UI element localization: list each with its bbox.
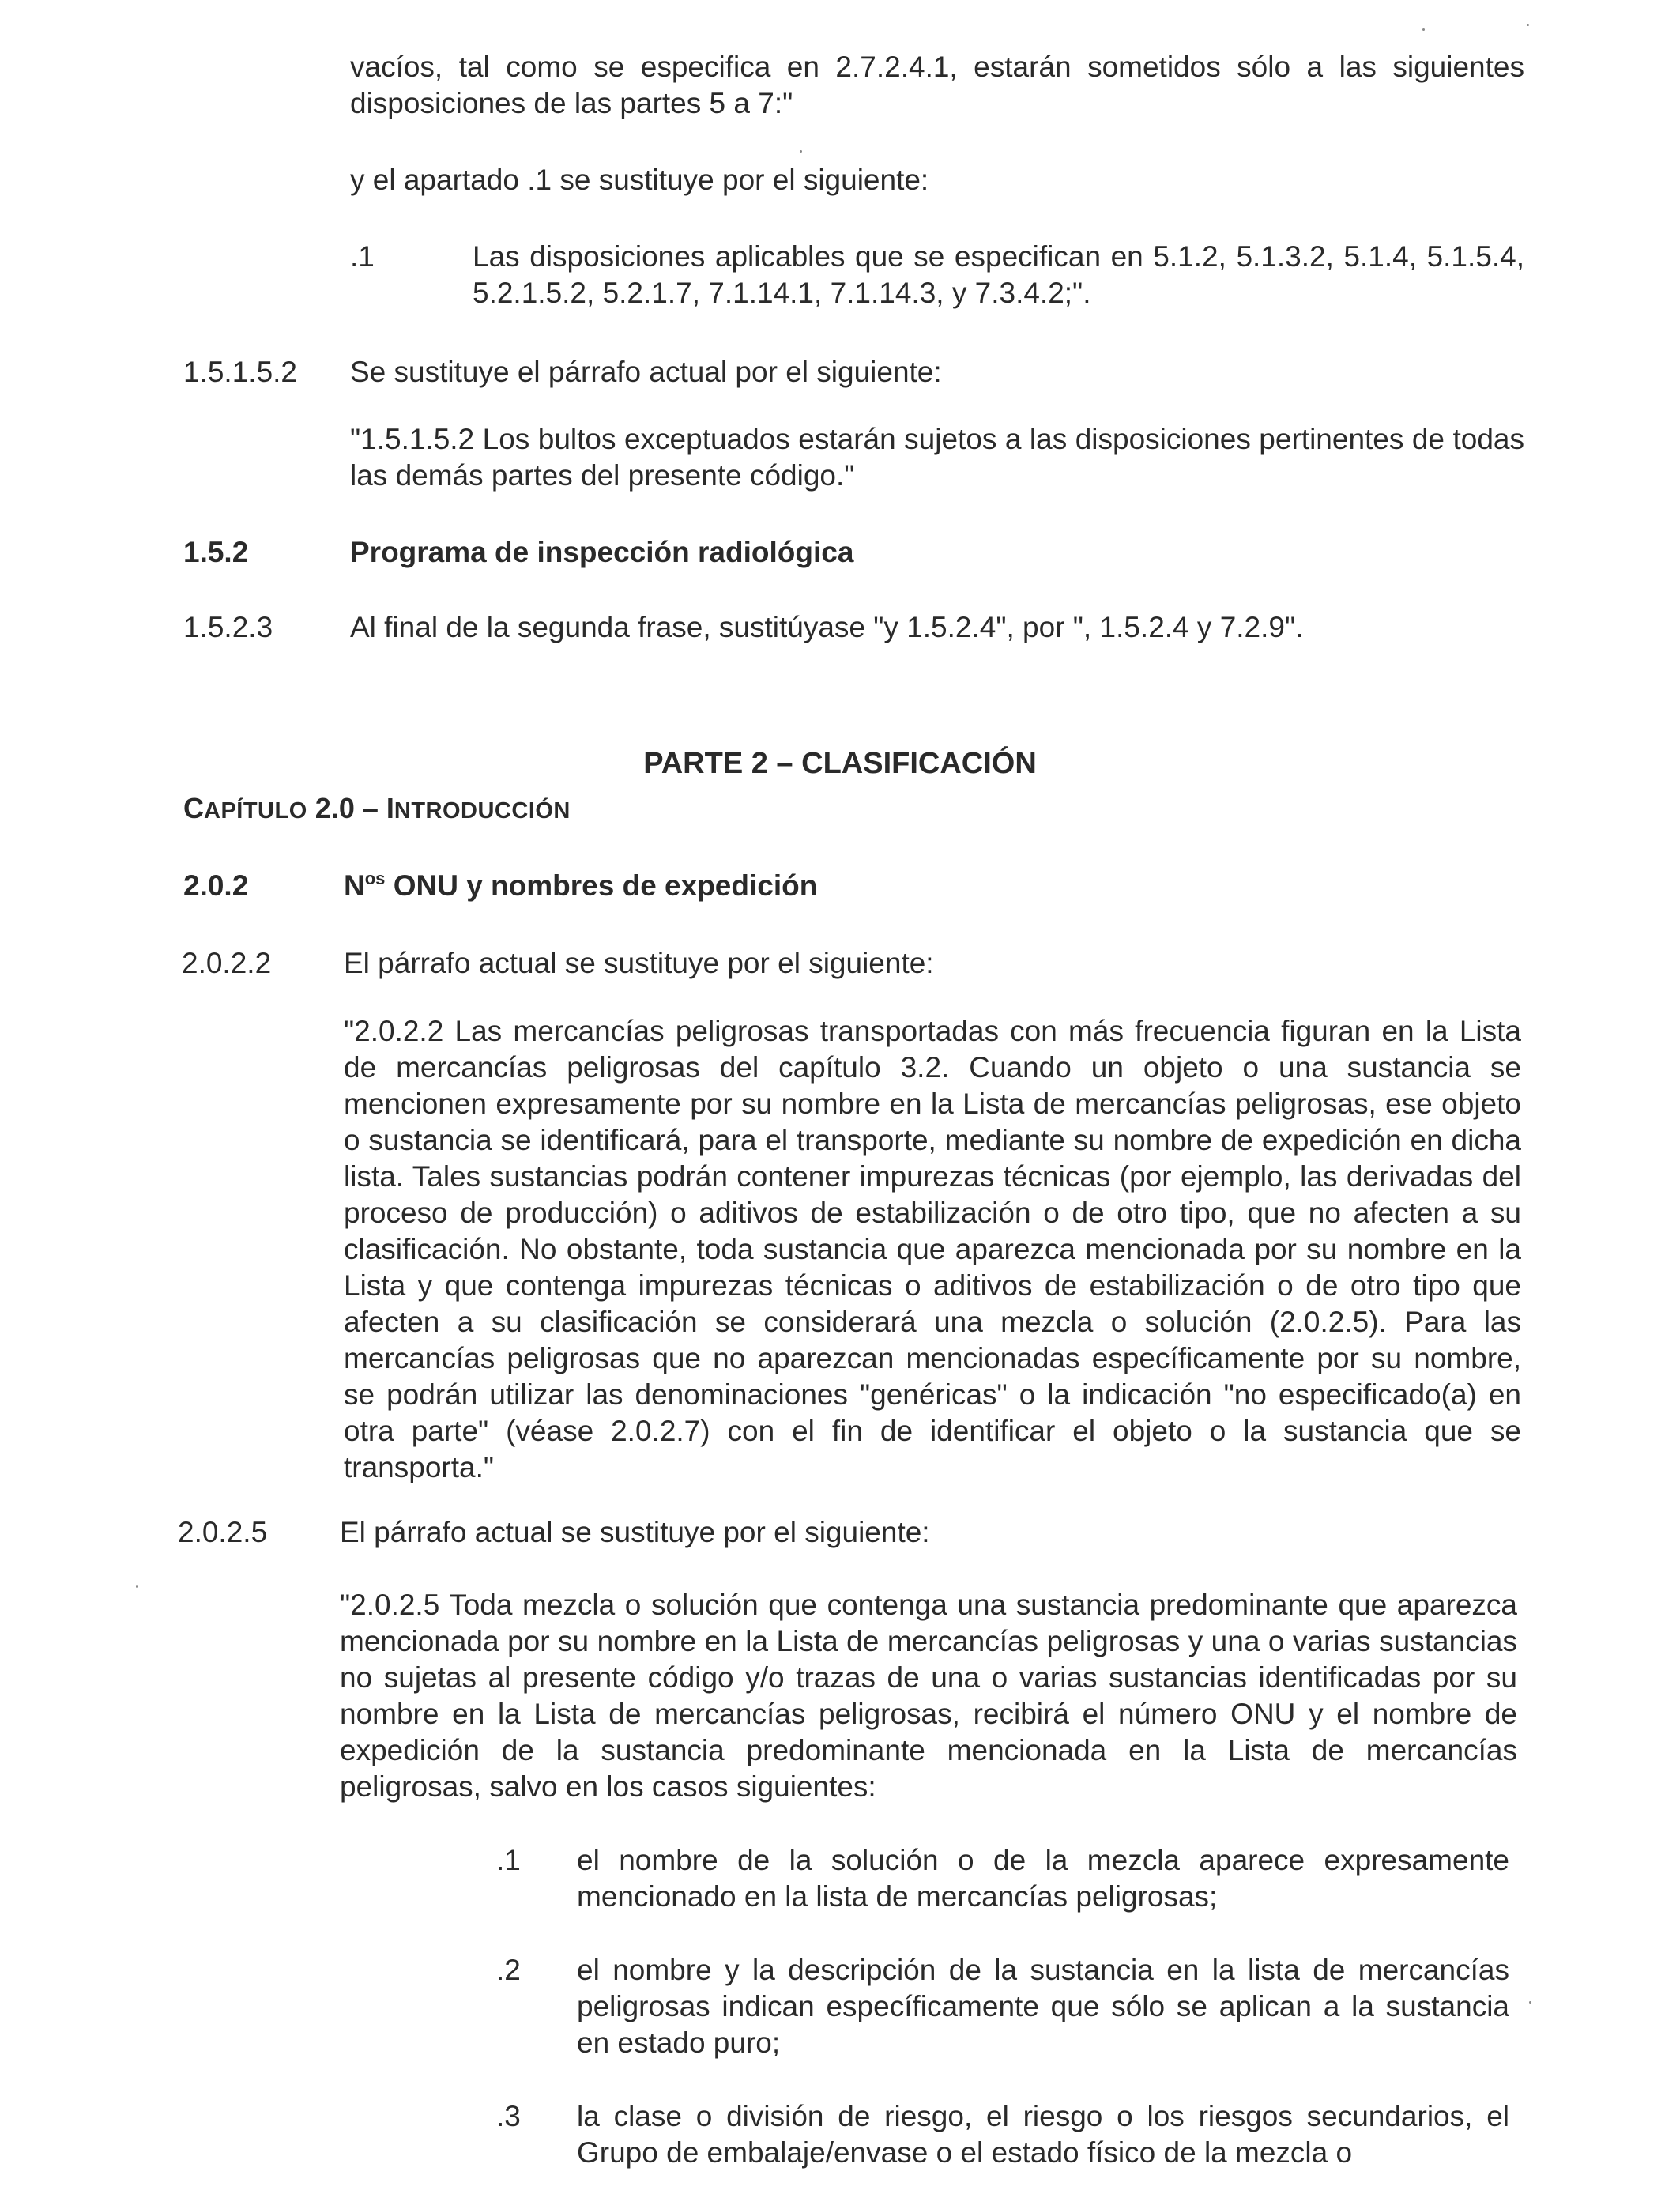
section-2025-text: El párrafo actual se sustituye por el siguiente:: [340, 1516, 930, 1548]
section-15152-quote: "1.5.1.5.2 Los bultos exceptuados estarán sujetos a las disposiciones pertinentes de todas las demás partes del presente código.": [350, 423, 1524, 492]
scan-speck: [1527, 24, 1529, 26]
intro-item-text: Las disposiciones aplicables que se especifican en 5.1.2, 5.1.3.2, 5.1.4, 5.1.5.4, 5.2.1.5.2, 5.2.1.7, 7.1.14.1, 7.1.14.3, y 7.3.4.2;".: [473, 240, 1524, 309]
section-15152-text: Se sustituye el párrafo actual por el siguiente:: [350, 356, 942, 388]
scan-speck: [800, 150, 802, 153]
list-item-text: el nombre y la descripción de la sustancia en la lista de mercancías peligrosas indican específicamente que sólo se aplican a la sustancia en estado puro;: [577, 1954, 1509, 2059]
scan-speck: [1529, 2001, 1531, 2004]
scan-speck: [136, 1585, 138, 1588]
section-2022-quote: "2.0.2.2 Las mercancías peligrosas transportadas con más frecuencia figuran en la Lista de mercancías peligrosas del capítulo 3.2. Cuando un objeto o una sustancia se mencionen expresamente por su nombre en la Lista de mercancías peligrosas, ese objeto o sustancia se identificará, para el transporte, mediante su nombre de expedición en dicha lista. Tales sustancias podrán contener impurezas técnicas (por ejemplo, las derivadas del proceso de producción) o aditivos de estabilización o de otro tipo, que no afecten a su clasificación. No obstante, toda sustancia que aparezca mencionada por su nombre en la Lista y que contenga impurezas técnicas o aditivos de estabilización o de otro tipo que afecten a su clasificación se considerará una mezcla o solución (2.0.2.5). Para las mercancías peligrosas que no aparezcan mencionadas específicamente por su nombre, se podrán utilizar las denominaciones "genéricas" o la indicación "no especificado(a) en otra parte" (véase 2.0.2.7) con el fin de identificar el objeto o la sustancia que se transporta.": [344, 1015, 1521, 1483]
section-2025-quote: "2.0.2.5 Toda mezcla o solución que contenga una sustancia predominante que aparezca mencionada por su nombre en la Lista de mercancías peligrosas y una o varias sustancias no sujetas al presente código y/o trazas de una o varias sustancias identificadas por su nombre en la Lista de mercancías peligrosas, recibirá el número ONU y el nombre de expedición de la sustancia predominante mencionada en la Lista de mercancías peligrosas, salvo en los casos siguientes:: [340, 1589, 1517, 1803]
part-heading: PARTE 2 – CLASIFICACIÓN: [643, 747, 1037, 780]
section-2022-text: El párrafo actual se sustituye por el siguiente:: [344, 947, 934, 979]
intro-paragraph: vacíos, tal como se especifica en 2.7.2.4.1, estarán sometidos sólo a las siguientes disposiciones de las partes 5 a 7:": [350, 51, 1524, 119]
chapter-number: 2.0 –: [315, 792, 386, 824]
chapter-title-initial: I: [386, 792, 394, 824]
section-number-202: 2.0.2: [183, 869, 249, 902]
section-202-title: [344, 868, 1521, 904]
scan-speck: [1422, 28, 1425, 31]
section-number-152: 1.5.2: [183, 536, 249, 568]
list-item-number: .1: [496, 1844, 521, 1876]
section-202-title-rest: ONU y nombres de expedición: [385, 869, 818, 902]
section-152-title: Programa de inspección radiológica: [350, 536, 854, 568]
section-number-2022: 2.0.2.2: [182, 947, 272, 979]
section-number-1523: 1.5.2.3: [183, 611, 273, 643]
section-202-title-n: N: [344, 869, 365, 902]
section-number-15152: 1.5.1.5.2: [183, 356, 298, 388]
chapter-initial: C: [183, 792, 204, 824]
list-item-number: .3: [496, 2100, 521, 2132]
section-1523-text: Al final de la segunda frase, sustitúyase "y 1.5.2.4", por ", 1.5.2.4 y 7.2.9".: [350, 611, 1304, 643]
chapter-title-rest: NTRODUCCIÓN: [394, 798, 571, 824]
intro-replace-line: y el apartado .1 se sustituye por el siguiente:: [350, 164, 929, 196]
chapter-heading: [183, 790, 571, 829]
list-item-number: .2: [496, 1954, 521, 1986]
chapter-word: APÍTULO: [204, 798, 307, 824]
intro-item-number: .1: [350, 240, 375, 273]
list-item-text: el nombre de la solución o de la mezcla aparece expresamente mencionado en la lista de mercancías peligrosas;: [577, 1844, 1509, 1913]
list-item-text: la clase o división de riesgo, el riesgo o los riesgos secundarios, el Grupo de embalaje/envase o el estado físico de la mezcla o: [577, 2100, 1509, 2169]
section-number-2025: 2.0.2.5: [178, 1516, 268, 1548]
section-202-title-sup: os: [364, 869, 386, 888]
